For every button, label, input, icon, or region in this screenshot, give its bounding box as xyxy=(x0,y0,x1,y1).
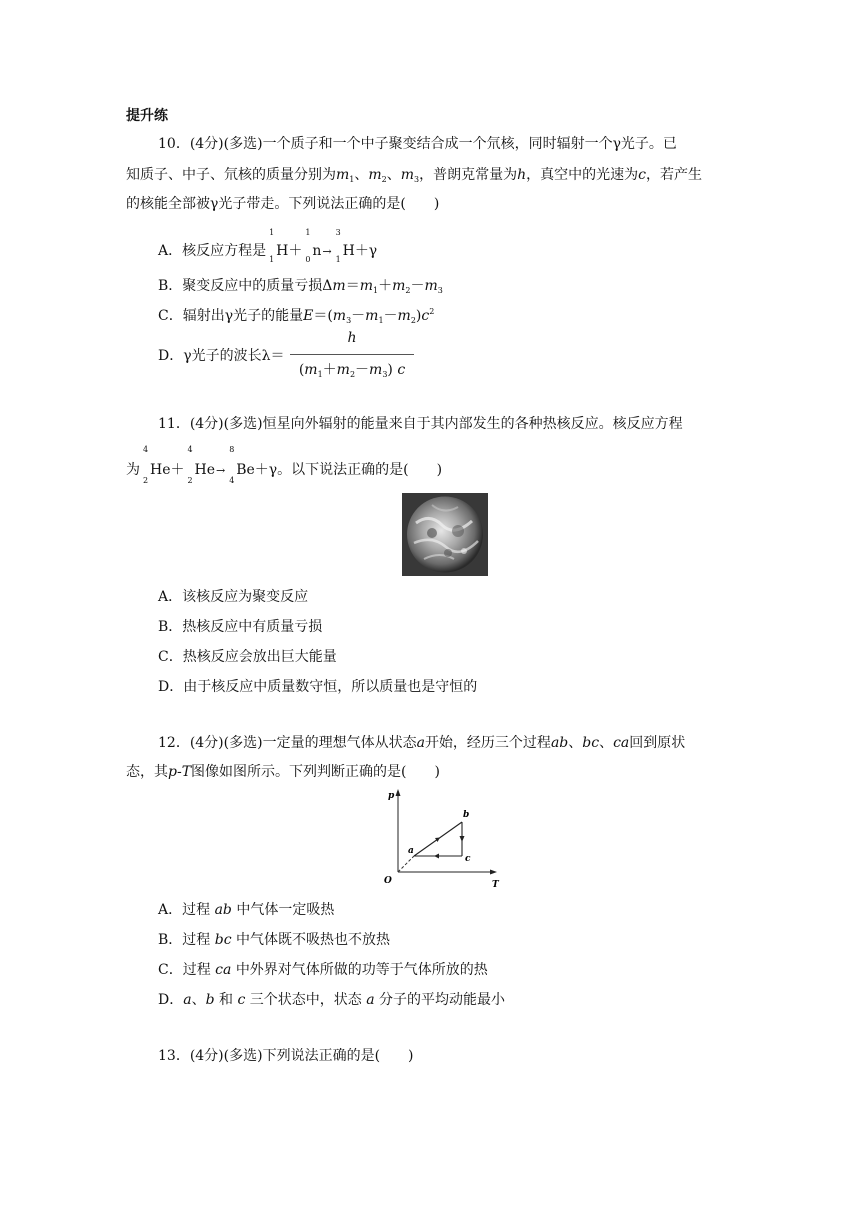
q11-option-d: D．由于核反应中质量数守恒，所以质量也是守恒的 xyxy=(158,679,478,695)
star-photo xyxy=(402,493,488,576)
q11-option-b: B．热核反应中有质量亏损 xyxy=(158,619,323,635)
q10-option-d: D．γ光子的波长λ＝ xyxy=(158,348,285,364)
q12-option-b: B．过程 bc 中气体既不吸热也不放热 xyxy=(158,932,391,948)
section-title: 提升练 xyxy=(126,108,168,124)
q11-option-c: C．热核反应会放出巨大能量 xyxy=(158,649,337,665)
q11-stem-line1: 11．(4分)(多选)恒星向外辐射的能量来自于其内部发生的各种热核反应。核反应方程 xyxy=(158,416,683,432)
graph-origin-label: O xyxy=(384,876,392,886)
graph-point-b: b xyxy=(463,810,470,820)
graph-t-label: T xyxy=(492,880,499,890)
q11-option-a: A．该核反应为聚变反应 xyxy=(158,589,309,605)
p-t-graph xyxy=(380,786,510,890)
q12-option-a: A．过程 ab 中气体一定吸热 xyxy=(158,902,335,918)
graph-p-label: p xyxy=(388,791,395,801)
q12-stem-line2: 态，其p-T图像如图所示。下列判断正确的是( ) xyxy=(126,764,440,780)
q10-option-a: A．核反应方程是 1 H 1 ＋ 1 n 0 → 3 H 1 ＋γ xyxy=(158,228,378,264)
graph-point-a: a xyxy=(408,846,414,856)
q10-stem-line2: 知质子、中子、氘核的质量分别为$m_1$、$m_2$、$m_3$，普朗克常量为h，真空中的光速为c，若产生 xyxy=(126,167,702,184)
q11-stem-line2: 为 4 He 2 ＋ 4 He 2 → 8 Be 4 ＋γ。以下说法正确的是( ) xyxy=(126,445,443,485)
q10-option-b: B．聚变反应中的质量亏损$\Delta m=m_1+m_2-m_3$ xyxy=(158,278,443,295)
q12-option-c: C．过程 ca 中外界对气体所做的功等于气体所放的热 xyxy=(158,962,488,978)
graph-point-c: c xyxy=(465,854,471,864)
q10-option-c: C．辐射出γ光子的能量$E=(m_3-m_1-m_2)c^2$ xyxy=(158,307,435,325)
q10-stem-line3: 的核能全部被γ光子带走。下列说法正确的是( ) xyxy=(126,196,440,212)
q12-stem-line1: 12．(4分)(多选)一定量的理想气体从状态a开始，经历三个过程ab、bc、ca回到原状 xyxy=(158,735,686,751)
q12-option-d: D．a、b 和 c 三个状态中，状态 a 分子的平均动能最小 xyxy=(158,992,506,1008)
q10-stem-line1: 10．(4分)(多选)一个质子和一个中子聚变结合成一个氘核，同时辐射一个γ光子。已 xyxy=(158,136,677,152)
q13-stem: 13．(4分)(多选)下列说法正确的是( ) xyxy=(158,1048,414,1064)
